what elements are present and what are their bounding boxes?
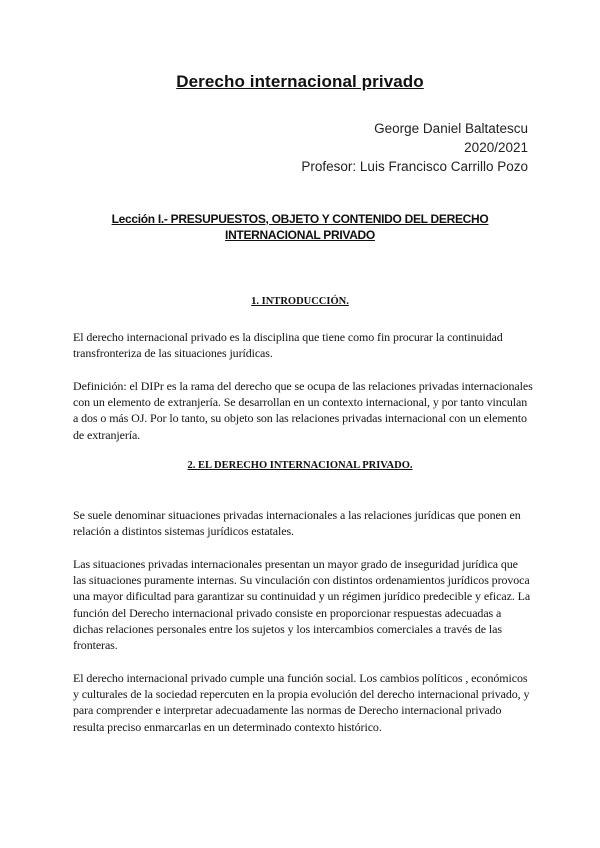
- paragraph: Definición: el DIPr es la rama del derecho que se ocupa de las relaciones privadas internacionales con un elemento de extranjería. Se desarrollan en un contexto internacional, y por tanto vinculan a dos o más OJ. Por lo tanto, su objeto son las relaciones privadas internacional con un elemento de extranjería.: [73, 379, 533, 442]
- paragraph: El derecho internacional privado es la disciplina que tiene como fin procurar la continuidad transfronteriza de las situaciones jurídicas.: [73, 330, 503, 361]
- document-title: Derecho internacional privado: [176, 72, 424, 91]
- section-heading-derecho-internacional: 2. EL DERECHO INTERNACIONAL PRIVADO.: [187, 460, 413, 471]
- paragraph: Se suele denominar situaciones privadas internacionales a las relaciones jurídicas que ponen en relación a distintos sistemas jurídicos estatales.: [73, 508, 521, 539]
- professor-name: Profesor: Luis Francisco Carrillo Pozo: [301, 159, 528, 174]
- lesson-title-line-1: Lección I.- PRESUPUESTOS, OBJETO Y CONTENIDO DEL DERECHO: [111, 212, 489, 226]
- lesson-title-line-2: INTERNACIONAL PRIVADO: [225, 228, 375, 242]
- paragraph: Las situaciones privadas internacionales presentan un mayor grado de inseguridad jurídica que las situaciones puramente internas. Su vinculación con distintos ordenamientos jurídicos provoca una mayor dificultad para garantizar su continuidad y un régimen jurídico predecible y eficaz. La función del Derecho internacional privado consiste en proporcionar respuestas adecuadas a dichas relaciones personales entre los sujetos y los intercambios comerciales a través de las fronteras.: [73, 557, 531, 653]
- author-name: George Daniel Baltatescu: [374, 121, 528, 136]
- lesson-title: [88, 211, 512, 243]
- academic-year: 2020/2021: [464, 140, 528, 155]
- paragraph: El derecho internacional privado cumple una función social. Los cambios políticos , económicos y culturales de la sociedad repercuten en la propia evolución del derecho internacional privado, y para comprender e interpretar adecuadamente las normas de Derecho internacional privado resulta preciso enmarcarlas en un determinado contexto histórico.: [73, 671, 530, 734]
- section-heading-introduccion: 1. INTRODUCCIÓN.: [251, 296, 349, 307]
